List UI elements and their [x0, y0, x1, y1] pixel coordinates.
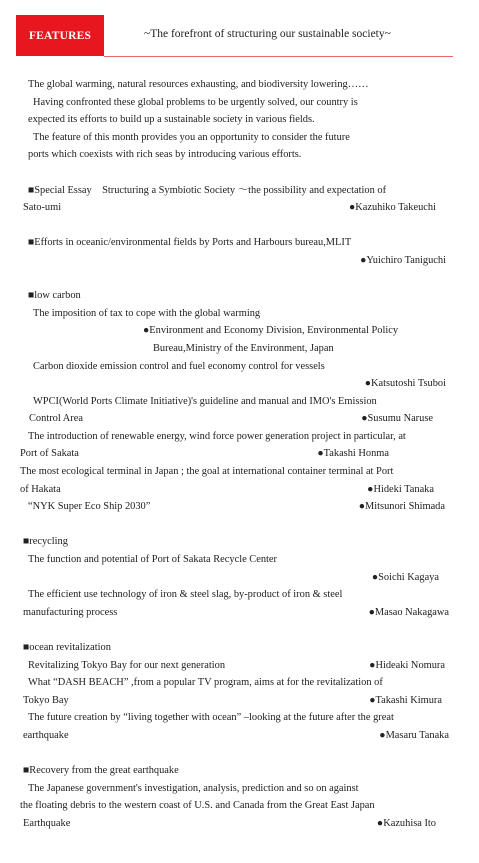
special-essay-title: ■Special Essay Structuring a Symbiotic Society ～the possibility and expectation of — [28, 184, 387, 196]
article-author: ●Hideaki Nomura — [369, 659, 445, 671]
section-heading-ocean: ■ocean revitalization — [23, 642, 111, 653]
special-essay-title-cont: Sato-umi — [23, 202, 62, 214]
article-row — [23, 498, 471, 516]
article-row — [23, 727, 471, 745]
article-author: ●Environment and Economy Division, Environmental Policy — [143, 325, 399, 337]
intro-line: expected its efforts to build up a sustainable society in various fields. — [28, 114, 315, 126]
article-content — [20, 76, 471, 833]
article-author: ●Susumu Naruse — [361, 413, 433, 425]
article-author: ●Kazuhisa Ito — [376, 817, 436, 829]
article-title-cont: manufacturing process — [23, 606, 118, 618]
intro-line: Having confronted these global problems to be urgently solved, our country is — [33, 96, 358, 108]
article-title: The function and potential of Port of Sakata Recycle Center — [28, 554, 278, 566]
article-title: What “DASH BEACH” ,from a popular TV program, aims at for the revitalization of — [28, 677, 383, 689]
article-title: “NYK Super Eco Ship 2030” — [28, 501, 151, 513]
article-title-cont: the floating debris to the western coast of U.S. and Canada from the Great East Japan — [20, 800, 375, 812]
article-title: WPCI(World Ports Climate Initiative)'s guideline and manual and IMO's Emission — [33, 395, 377, 407]
article-title-cont: Earthquake — [23, 817, 71, 829]
article-author: ●Katsutoshi Tsuboi — [364, 378, 446, 390]
article-title: The introduction of renewable energy, wind force power generation project in particular, at — [28, 430, 406, 442]
article-row — [23, 692, 471, 710]
article-author-cont: Bureau,Ministry of the Environment, Japan — [153, 342, 334, 354]
intro-line: ports which coexists with rich seas by introducing various efforts. — [28, 149, 302, 161]
article-row — [23, 815, 471, 833]
special-essay-author: ●Kazuhiko Takeuchi — [348, 202, 436, 214]
efforts-author: ●Yuichiro Taniguchi — [360, 254, 446, 266]
article-row — [23, 410, 471, 428]
section-heading-recovery: ■Recovery from the great earthquake — [23, 765, 179, 777]
article-title: The future creation by “living together with ocean” –looking at the future after the great — [28, 712, 394, 724]
article-title-cont: Tokyo Bay — [23, 694, 69, 706]
article-row — [23, 604, 471, 622]
efforts-author-row — [23, 252, 471, 270]
section-heading-low-carbon: ■low carbon — [28, 290, 81, 302]
article-author: ●Masao Nakagawa — [368, 606, 449, 618]
section-heading-recycling: ■recycling — [23, 536, 68, 548]
article-title: The efficient use technology of iron & steel slag, by-product of iron & steel — [28, 589, 343, 601]
article-author: ●Mitsunori Shimada — [358, 501, 445, 513]
article-row — [20, 445, 471, 463]
article-title: Carbon dioxide emission control and fuel economy control for vessels — [33, 360, 325, 372]
article-author-row — [23, 375, 471, 393]
article-row — [20, 481, 471, 499]
article-title-cont: earthquake — [23, 729, 69, 741]
article-title: The most ecological terminal in Japan ; the goal at international container terminal at Port — [20, 466, 394, 478]
article-author: ●Takashi Kimura — [369, 694, 442, 706]
article-author: ●Masaru Tanaka — [379, 729, 449, 741]
article-author: ●Takashi Honma — [317, 448, 389, 460]
article-title: The imposition of tax to cope with the global warming — [33, 307, 261, 319]
article-author: ●Soichi Kagaya — [371, 571, 439, 583]
article-row — [23, 657, 471, 675]
article-title-cont: of Hakata — [20, 483, 61, 495]
article-author: ●Hideki Tanaka — [367, 483, 434, 495]
intro-line: The feature of this month provides you an opportunity to consider the future — [33, 131, 350, 143]
intro-line: The global warming, natural resources exhausting, and biodiversity lowering…… — [28, 79, 369, 90]
efforts-title: ■Efforts in oceanic/environmental fields by Ports and Harbours bureau,MLIT — [28, 237, 352, 249]
article-title-cont: Control Area — [29, 413, 83, 425]
features-badge: FEATURES — [16, 15, 104, 56]
article-title: Revitalizing Tokyo Bay for our next generation — [28, 659, 226, 671]
article-author-row — [23, 569, 471, 587]
header-rule — [104, 56, 453, 57]
header-tagline: ~The forefront of structuring our sustainable society~ — [144, 28, 391, 40]
page-header — [0, 0, 479, 60]
article-title: The Japanese government's investigation, analysis, prediction and so on against — [28, 782, 359, 794]
article-title-cont: Port of Sakata — [20, 448, 79, 460]
special-essay-row — [23, 199, 471, 217]
